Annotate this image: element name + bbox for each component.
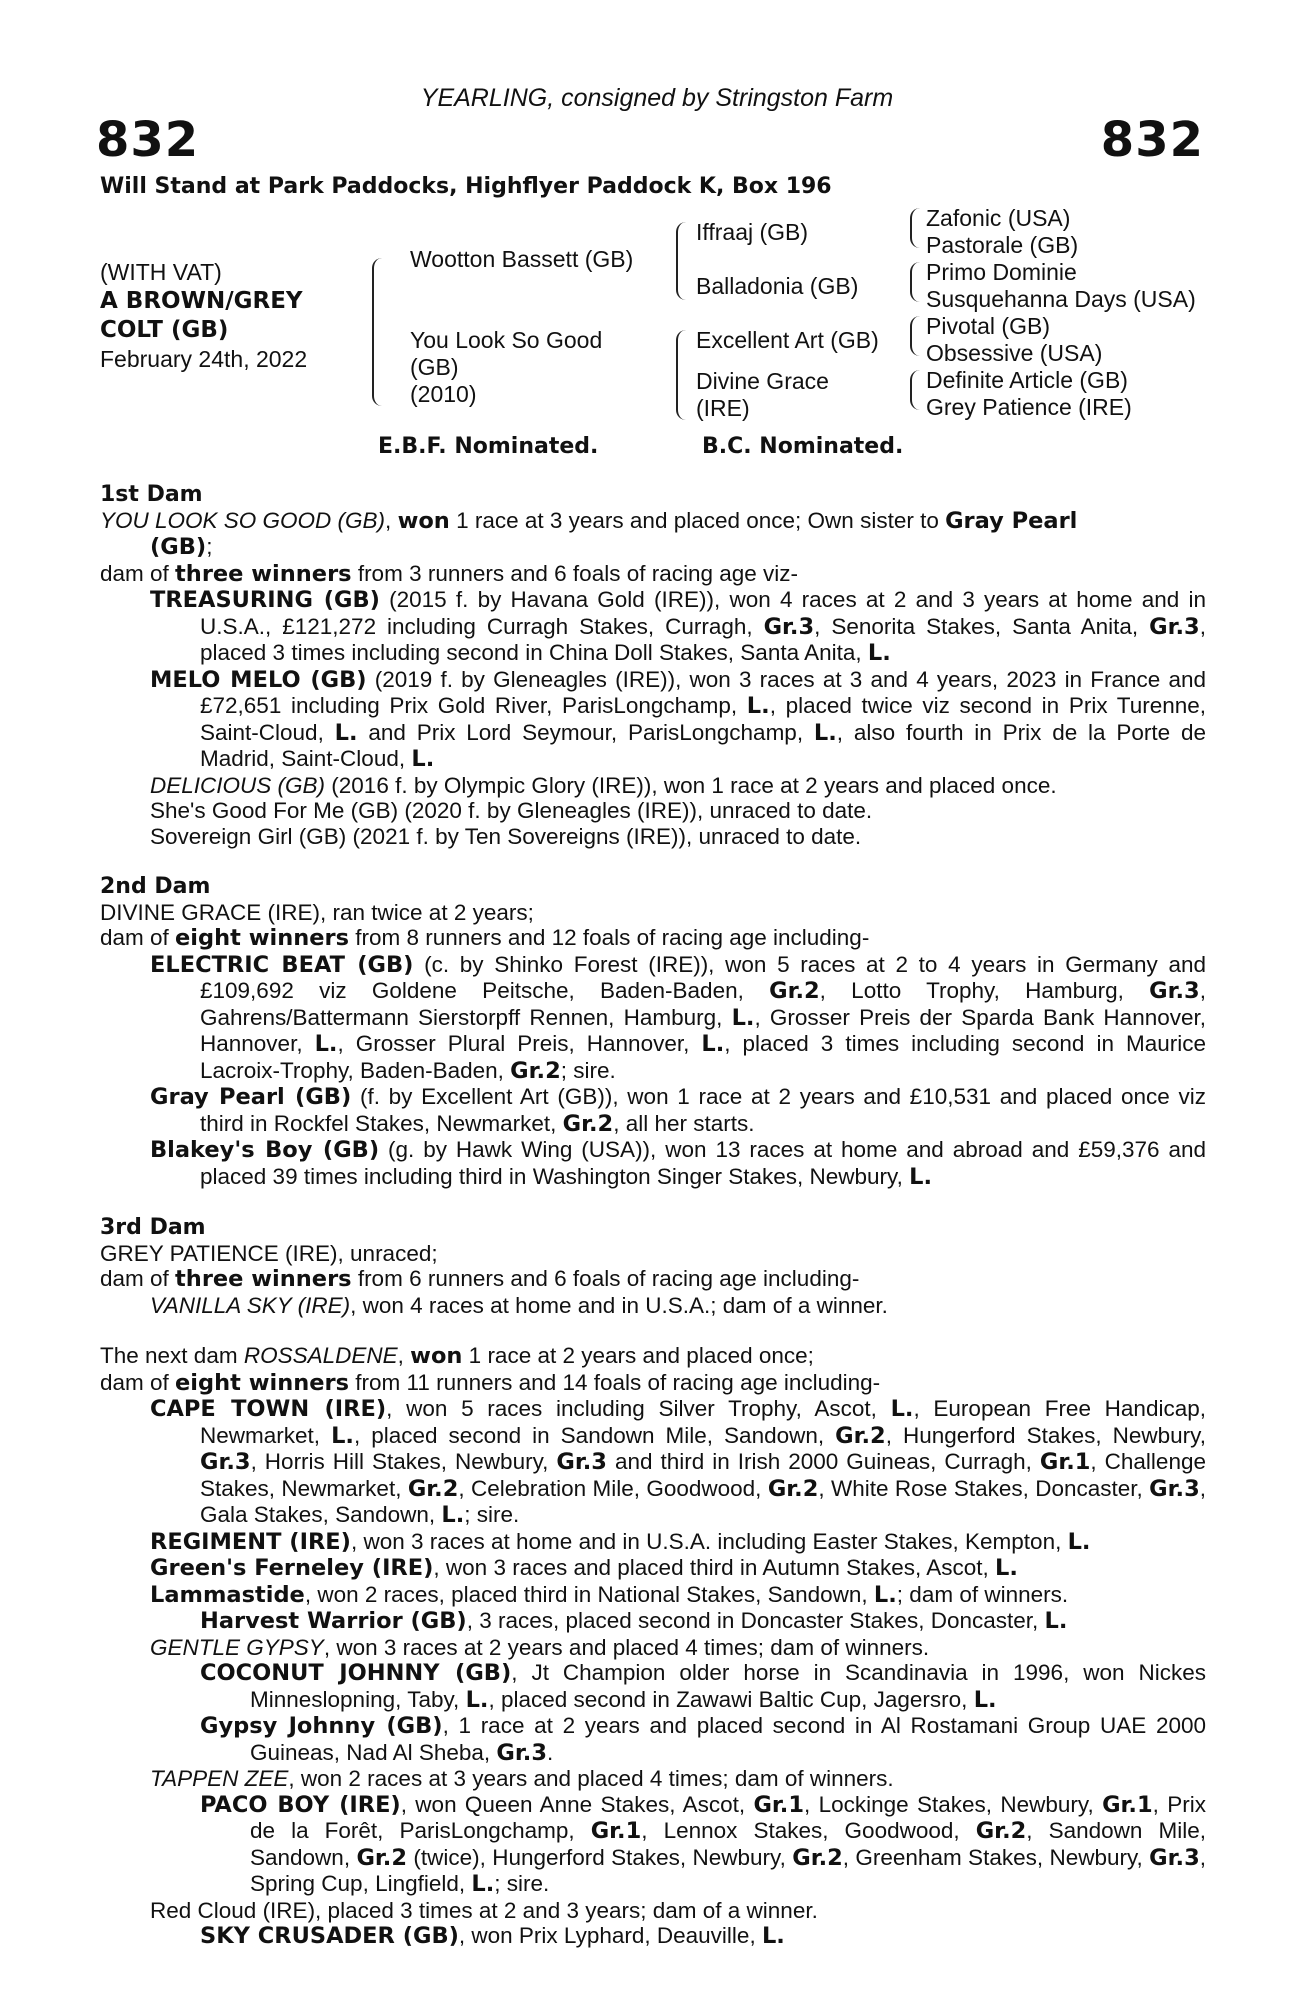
produce-gypsy-johnny: Gypsy Johnny (GB), 1 race at 2 years and placed second in Al Rostamani Group UAE 2000 Guineas, Nad Al Sheba, Gr.3. (200, 1713, 1206, 1766)
produce-red-cloud: Red Cloud (IRE), placed 3 times at 2 and 3 years; dam of a winner. (150, 1897, 818, 1923)
sire-sire-name: Iffraaj (GB) (696, 219, 809, 245)
bc-nomination: B.C. Nominated. (702, 434, 904, 459)
ds-dam-name: Obsessive (USA) (926, 340, 1103, 366)
ebf-nomination: E.B.F. Nominated. (378, 434, 599, 459)
produce-treasuring: TREASURING (GB) (2015 f. by Havana Gold (IRE)), won 4 races at 2 and 3 years at home and in U.S.A., £121,272 including Curragh Stakes, Curragh, Gr.3, Senorita Stakes, Santa Anita, Gr.3, placed 3 times including second in China Doll Stakes, Santa Anita, L. (150, 587, 1206, 666)
produce-vanilla-sky: VANILLA SKY (IRE), won 4 races at home and in U.S.A.; dam of a winner. (150, 1292, 888, 1318)
ss-sire-name: Zafonic (USA) (926, 205, 1071, 231)
pedigree-brace-ds (910, 316, 920, 356)
first-dam-summary-cont: (GB); (150, 534, 213, 560)
pedigree-brace-ss (910, 208, 920, 248)
produce-coconut-johnny: COCONUT JOHNNY (GB), Jt Champion older horse in Scandinavia in 1996, won Nickes Minneslopning, Taby, L., placed second in Zawawi Baltic Cup, Jagersro, L. (200, 1660, 1206, 1713)
produce-tappen-zee: TAPPEN ZEE, won 2 races at 3 years and placed 4 times; dam of winners. (150, 1766, 894, 1791)
dam-year: (2010) (410, 381, 477, 407)
dam-sire-name: Excellent Art (GB) (696, 327, 879, 353)
horse-type-line2: COLT (GB) (100, 317, 229, 343)
produce-gray-pearl: Gray Pearl (GB) (f. by Excellent Art (GB)), won 1 race at 2 years and £10,531 and placed once viz third in Rockfel Stakes, Newmarket, Gr.2, all her starts. (150, 1084, 1206, 1137)
pedigree-brace-sire (676, 222, 688, 300)
produce-sovereign-girl: Sovereign Girl (GB) (2021 f. by Ten Sovereigns (IRE)), unraced to date. (150, 823, 862, 849)
ss-dam-name: Pastorale (GB) (926, 232, 1079, 258)
produce-gentle-gypsy: GENTLE GYPSY, won 3 races at 2 years and placed 4 times; dam of winners. (150, 1634, 930, 1660)
first-dam-summary: YOU LOOK SO GOOD (GB), won 1 race at 3 years and placed once; Own sister to Gray Pearl (100, 507, 1078, 534)
fourth-dam-summary: The next dam ROSSALDENE, won 1 race at 2 years and placed once; (100, 1343, 814, 1369)
produce-shes-good: She's Good For Me (GB) (2020 f. by Gleneagles (IRE)), unraced to date. (150, 798, 873, 823)
produce-harvest-warrior: Harvest Warrior (GB), 3 races, placed second in Doncaster Stakes, Doncaster, L. (200, 1608, 1068, 1634)
page-heading: YEARLING, consigned by Stringston Farm (420, 84, 894, 112)
produce-regiment: REGIMENT (IRE), won 3 races at home and in U.S.A. including Easter Stakes, Kempton, L. (150, 1528, 1091, 1555)
lot-number-right: 832 (1100, 112, 1204, 168)
horse-type-line1: A BROWN/GREY (100, 288, 303, 314)
foaling-date: February 24th, 2022 (100, 346, 308, 372)
produce-blakeys-boy: Blakey's Boy (GB) (g. by Hawk Wing (USA)), won 13 races at home and abroad and £59,376 and placed 39 times including third in Washington Singer Stakes, Newbury, L. (150, 1137, 1206, 1190)
ds-sire-name: Pivotal (GB) (926, 313, 1050, 339)
produce-cape-town: CAPE TOWN (IRE), won 5 races including Silver Trophy, Ascot, L., European Free Handicap, Newmarket, L., placed second in Sandown Mile, Sandown, Gr.2, Hungerford Stakes, Newbury, Gr.3, Horris Hill Stakes, Newbury, Gr.3 and third in Irish 2000 Guineas, Curragh, Gr.1, Challenge Stakes, Newmarket, Gr.2, Celebration Mile, Goodwood, Gr.2, White Rose Stakes, Doncaster, Gr.3, Gala Stakes, Sandown, L.; sire. (150, 1396, 1207, 1528)
second-dam-heading: 2nd Dam (100, 874, 211, 899)
pedigree-brace-main (372, 258, 386, 406)
produce-electric-beat: ELECTRIC BEAT (GB) (c. by Shinko Forest (IRE)), won 5 races at 2 to 4 years in Germany and £109,692 viz Goldene Peitsche, Baden-Baden, Gr.2, Lotto Trophy, Hamburg, Gr.3, Gahrens/Battermann Sierstorpff Rennen, Hamburg, L., Grosser Preis der Sparda Bank Hannover, Hannover, L., Grosser Plural Preis, Hannover, L., placed 3 times including second in Maurice Lacroix-Trophy, Baden-Baden, Gr.2; sire. (150, 951, 1207, 1084)
produce-greens-ferneley: Green's Ferneley (IRE), won 3 races and placed third in Autumn Stakes, Ascot, L. (150, 1555, 1018, 1581)
produce-record (100, 482, 1206, 1950)
horse-description (100, 258, 307, 374)
dam-dam-name: Divine Grace (696, 368, 829, 394)
dam-dam-country: (IRE) (696, 395, 750, 421)
produce-delicious: DELICIOUS (GB) (2016 f. by Olympic Glory (IRE)), won 1 race at 2 years and placed once. (150, 772, 1057, 798)
third-dam-summary: GREY PATIENCE (IRE), unraced; (100, 1240, 438, 1266)
fourth-dam-produce: dam of eight winners from 11 runners and 14 foals of racing age including- (100, 1369, 881, 1396)
stand-location: Will Stand at Park Paddocks, Highflyer Paddock K, Box 196 (100, 174, 832, 199)
pedigree-brace-dd (910, 370, 920, 410)
produce-sky-crusader: SKY CRUSADER (GB), won Prix Lyphard, Deauville, L. (200, 1923, 785, 1949)
produce-lammastide: Lammastide, won 2 races, placed third in National Stakes, Sandown, L.; dam of winners. (150, 1581, 1069, 1608)
dd-sire-name: Definite Article (GB) (926, 367, 1128, 393)
dam-name: You Look So Good (410, 327, 603, 353)
sd-dam-name: Susquehanna Days (USA) (926, 286, 1196, 312)
dam-country: (GB) (410, 354, 459, 380)
sire-name: Wootton Bassett (GB) (410, 246, 634, 272)
third-dam-heading: 3rd Dam (100, 1215, 206, 1240)
pedigree-brace-sd (910, 262, 920, 302)
lot-number-left: 832 (96, 112, 200, 168)
sire-dam-name: Balladonia (GB) (696, 273, 859, 299)
second-dam-produce: dam of eight winners from 8 runners and 12 foals of racing age including- (100, 925, 870, 951)
first-dam-heading: 1st Dam (100, 482, 203, 507)
first-dam-produce: dam of three winners from 3 runners and 6 foals of racing age viz- (100, 560, 799, 587)
second-dam-summary: DIVINE GRACE (IRE), ran twice at 2 years; (100, 899, 534, 925)
produce-paco-boy: PACO BOY (IRE), won Queen Anne Stakes, Ascot, Gr.1, Lockinge Stakes, Newbury, Gr.1, Prix de la Forêt, ParisLongchamp, Gr.1, Lennox Stakes, Goodwood, Gr.2, Sandown Mile, Sandown, Gr.2 (twice), Hungerford Stakes, Newbury, Gr.2, Greenham Stakes, Newbury, Gr.3, Spring Cup, Lingfield, L.; sire. (200, 1791, 1206, 1897)
dd-dam-name: Grey Patience (IRE) (926, 394, 1132, 420)
third-dam-produce: dam of three winners from 6 runners and 6 foals of racing age including- (100, 1266, 860, 1292)
produce-melo-melo: MELO MELO (GB) (2019 f. by Gleneagles (IRE)), won 3 races at 3 and 4 years, 2023 in France and £72,651 including Prix Gold River, ParisLongchamp, L., placed twice viz second in Prix Turenne, Saint-Cloud, L. and Prix Lord Seymour, ParisLongchamp, L., also fourth in Prix de la Porte de Madrid, Saint-Cloud, L. (150, 666, 1207, 772)
sd-sire-name: Primo Dominie (926, 259, 1077, 285)
pedigree-brace-dam (676, 330, 688, 420)
vat-note: (WITH VAT) (100, 259, 222, 285)
